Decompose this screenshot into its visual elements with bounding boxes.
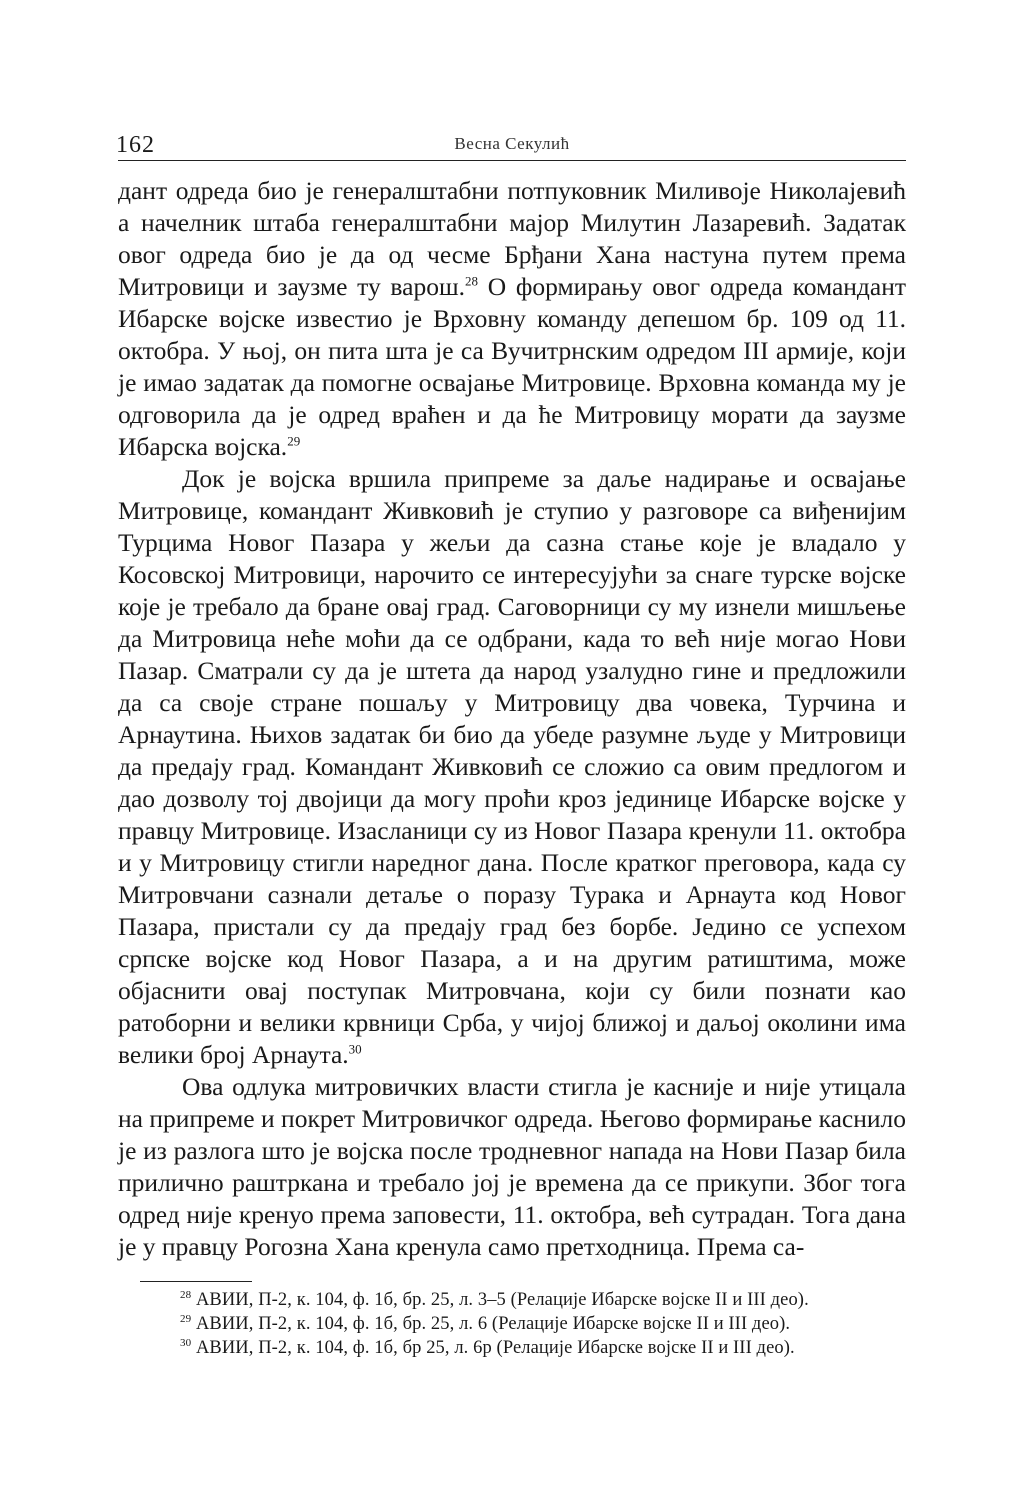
page-number: 162 [116, 132, 155, 158]
paragraph-text: дант одреда био је генералштабни потпуковник Миливоје Николајевић а начелник штаба генералштабни мајор Милутин Лазаревић. Задатак овог одреда био је да од чесме Брђани Хана настуна путем према Митровици и заузме ту варош. [118, 176, 906, 301]
footnote-text: АВИИ, П-2, к. 104, ф. 1б, бр 25, л. 6р (Релације Ибарске војске II и III део). [195, 1338, 795, 1358]
footnote-30 [180, 1336, 906, 1360]
footnote-number: 28 [180, 1288, 192, 1301]
body-text [118, 175, 906, 1263]
paragraph-2 [118, 463, 906, 1071]
paragraph-text: О формирању овог одреда командант Ибарске војске известио је Врховну команду депешом бр. 109 од 11. октобра. У њој, он пита шта је са Вучитрнским одредом III армије, који је имао задатак да помогне освајање Митровице. Врховна команда му је одговорила да је одред враћен и да ће Митровицу морати да заузме Ибарска војска. [118, 272, 906, 461]
footnote-divider [140, 1281, 252, 1282]
paragraph-3 [118, 1071, 906, 1263]
running-head-author: Весна Секулић [454, 134, 570, 153]
book-page [118, 128, 906, 1360]
paragraph-text: Ова одлука митровичких власти стигла је касније и није утицала на припреме и покрет Митровичког одреда. Његово формирање каснило је из разлога што је војска после тродневног напада на Нови Пазар била прилично раштркана и требало јој је времена да се прикупи. Због тога одред није кренуо према заповести, 11. октобра, већ сутрадан. Тога дана је у правцу Рогозна Хана кренула само претходница. Према са- [118, 1072, 906, 1261]
running-header [118, 128, 906, 161]
footnote-ref-29: 29 [287, 433, 301, 449]
footnote-text: АВИИ, П-2, к. 104, ф. 1б, бр. 25, л. 6 (Релације Ибарске војске II и III део). [195, 1314, 791, 1334]
footnote-number: 29 [180, 1312, 192, 1325]
footnote-number: 30 [180, 1336, 192, 1349]
footnote-ref-28: 28 [464, 273, 478, 289]
footnote-29 [180, 1312, 906, 1336]
footnote-ref-30: 30 [348, 1041, 362, 1057]
footnotes [118, 1288, 906, 1360]
footnote-28 [180, 1288, 906, 1312]
footnote-text: АВИИ, П-2, к. 104, ф. 1б, бр. 25, л. 3–5 (Релације Ибарске војске II и III део). [195, 1290, 809, 1310]
paragraph-text: Док је војска вршила припреме за даље надирање и освајање Митровице, командант Живковић је ступио у разговоре са виђенијим Турцима Новог Пазара у жељи да сазна стање које је владало у Косовској Митровици, нарочито се интересујући за снаге турске војске које је требало да бране овај град. Саговорници су му изнели мишљење да Митровица неће моћи да се одбрани, када то већ није могао Нови Пазар. Сматрали су да је штета да народ узалудно гине и предложили да са своје стране пошаљу у Митровицу два човека, Турчина и Арнаутина. Њихов задатак би био да убеде разумне људе у Митровици да предају град. Командант Живковић се сложио са овим предлогом и дао дозволу тој двојици да могу проћи кроз јединице Ибарске војске у правцу Митровице. Изасланици су из Новог Пазара кренули 11. октобра и у Митровицу стигли наредног дана. После кратког преговора, када су Митровчани сазнали детаље о поразу Турака и Арнаута код Новог Пазара, пристали су да предају град без борбе. Једино се успехом српске војске код Новог Пазара, а и на другим ратиштима, може објаснити овај поступак Митровчана, који су били познати као ратоборни и велики крвници Срба, у чијој ближој и даљој околини има велики број Арнаута. [118, 464, 906, 1069]
paragraph-1 [118, 175, 906, 463]
